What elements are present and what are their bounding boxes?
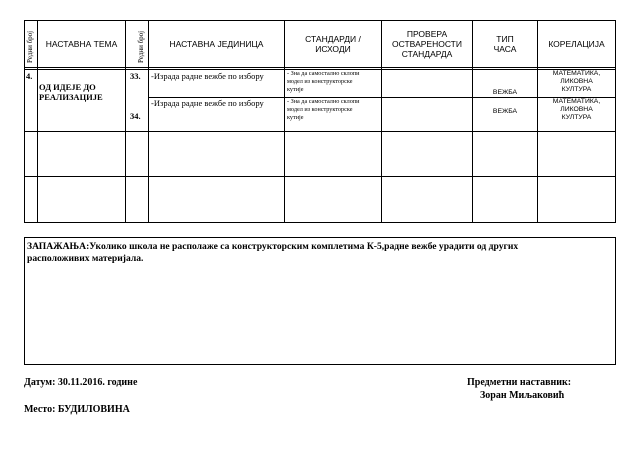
- notes-text: ЗАПАЖАЊА:Уколико школа не располаже са конструкторским комплетима К-5,радне вежбе урадити од других расположивих материјала.: [27, 241, 519, 264]
- footer-teacher-name: Зоран Миљаковић: [480, 390, 565, 401]
- row-2-correlation: МАТЕМАТИКА, ЛИКОВНА КУЛТУРА: [552, 98, 601, 121]
- theme-number: 4.: [26, 71, 33, 81]
- header-standards: СТАНДАРДИ / ИСХОДИ: [305, 34, 361, 54]
- footer-place: Место: БУДИЛОВИНА: [24, 404, 130, 415]
- row-1-type: ВЕЖБА: [492, 89, 518, 96]
- header-ordinal-2: Редни број: [137, 30, 145, 63]
- row-2-unit: -Израда радне вежбе по избору: [151, 98, 264, 108]
- row-1-correlation: МАТЕМАТИКА, ЛИКОВНА КУЛТУРА: [552, 70, 601, 93]
- row-2-standard: - Зна да самостално склопи модел из конструкторске кутије: [287, 98, 360, 121]
- header-theme: НАСТАВНА ТЕМА: [45, 39, 118, 49]
- header-lesson-type: ТИП ЧАСА: [493, 34, 517, 54]
- row-1-number: 33.: [130, 71, 141, 81]
- header-assessment: ПРОВЕРА ОСТВАРЕНОСТИ СТАНДАРДА: [392, 29, 462, 59]
- row-1-standard: - Зна да самостално склопи модел из конструкторске кутије: [287, 70, 360, 93]
- header-ordinal-1: Редни број: [26, 30, 34, 63]
- row-2-number: 34.: [130, 111, 141, 121]
- notes-box: [24, 237, 616, 365]
- row-2-type: ВЕЖБА: [492, 108, 518, 115]
- footer-date: Датум: 30.11.2016. године: [24, 377, 138, 388]
- header-unit: НАСТАВНА ЈЕДИНИЦА: [169, 39, 264, 49]
- row-1-unit: -Израда радне вежбе по избору: [151, 71, 264, 81]
- footer-teacher-label: Предметни наставник:: [467, 377, 572, 388]
- theme-title: ОД ИДЕЈЕ ДО РЕАЛИЗАЦИЈЕ: [39, 82, 103, 102]
- header-correlation: КОРЕЛАЦИЈА: [548, 39, 605, 49]
